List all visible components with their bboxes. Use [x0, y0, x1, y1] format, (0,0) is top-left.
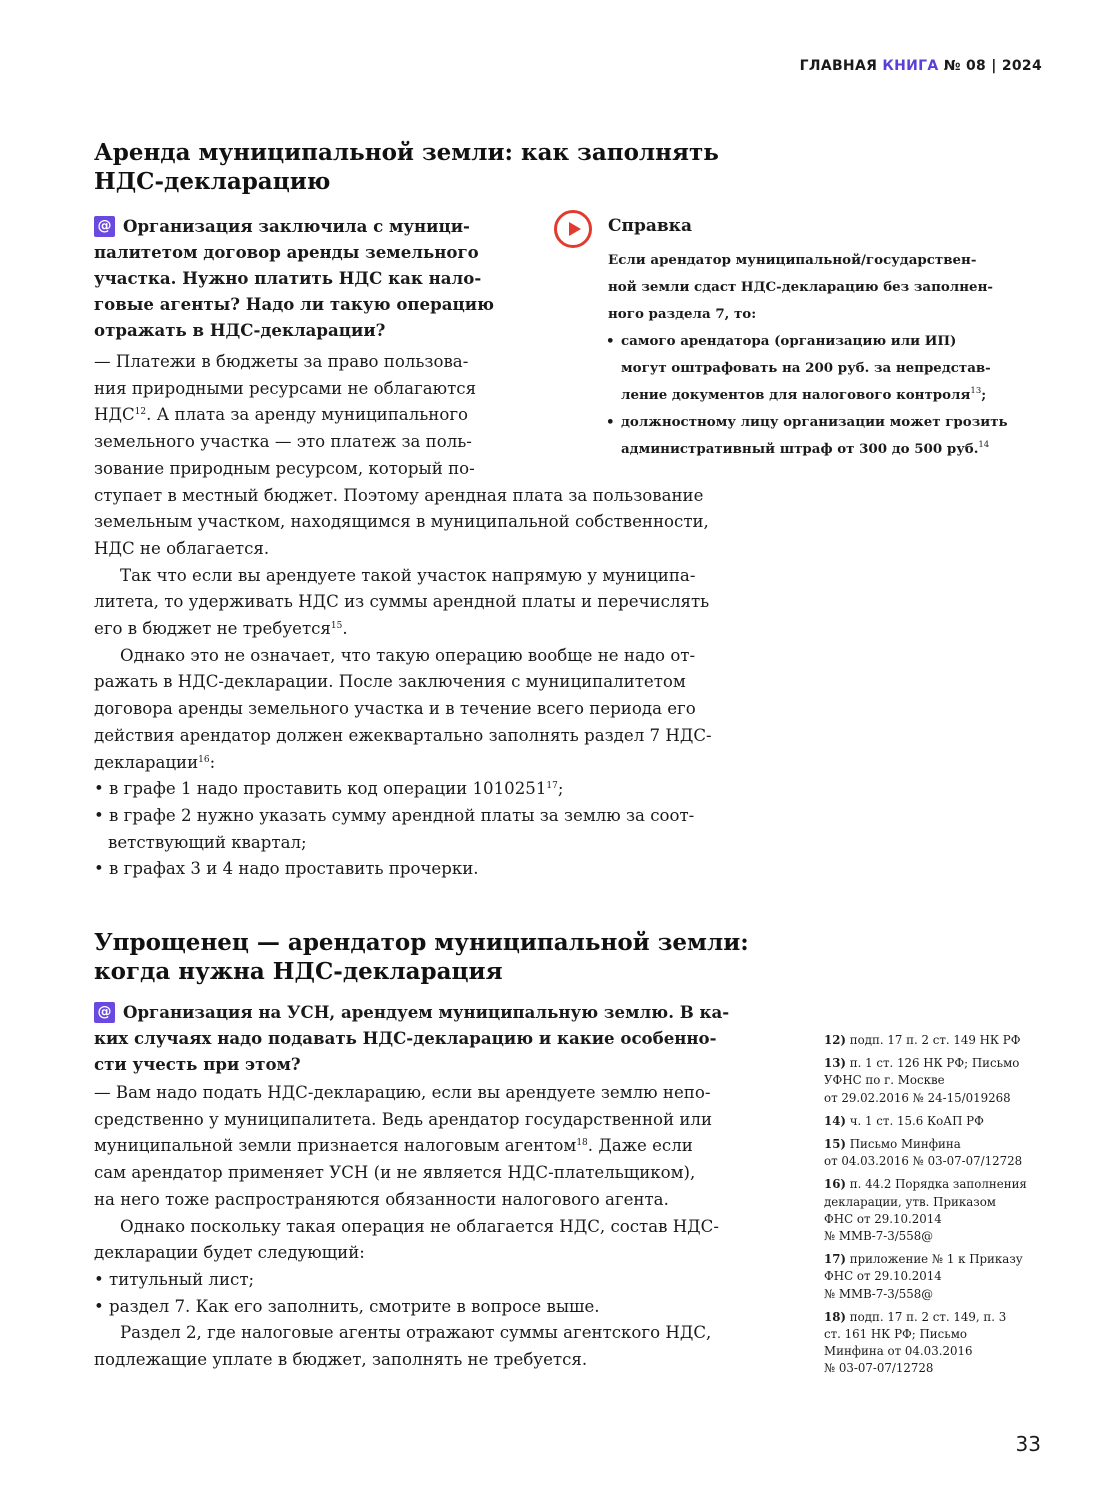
question-block: @ Организация заключила с муници- палитетом договор аренды земельного участка. Нужно платить НДС как нало- говые агенты? Надо ли такую операцию отражать в НДС-декларации? — [94, 216, 495, 340]
list-item: • титульный лист; — [94, 1269, 255, 1289]
info-title: Справка — [608, 216, 692, 236]
at-sign-icon: @ — [94, 216, 115, 237]
answer-body: — Платежи в бюджеты за право пользова- ния природными ресурсами не облагаются НДС$^{12}$. А плата за аренду муниципального земельного участка — это платеж за поль- зование природным ресурсом, который по- ступает в местный бюджет. Поэтому арендная плата за пользование земельным участком, находящимся в муниципальной собственности, НДС не облагается. Так что если вы арендуете такой участок напрямую у муниципа- литета, то удерживать НДС из суммы арендной платы и перечислять его в бюджет не требуется$^{15}$. Однако это не означает, что такую операцию вообще не надо от- ражать в НДС-декларации. После заключения с муниципалитетом договора аренды земельного участка и в течение всего периода его действия арендатор должен ежеквартально заполнять раздел 7 НДС- декларации$^{16}$: • в графе 1 надо проставить код операции 1010251$^{17}$; • в графе 2 нужно указать сумму арендной платы за землю за соот- ветствующий квартал; • в графах 3 и 4 надо проставить прочерки. — [94, 349, 712, 883]
footnote-item: 18) подп. 17 п. 2 ст. 149, п. 3 ст. 161 НК РФ; Письмо Минфина от 04.03.2016 № 03-07-07/12728 — [824, 1309, 1007, 1376]
info-list-item: • самого арендатора (организацию или ИП) — [608, 328, 1008, 355]
masthead-issue: № 08 | 2024 — [938, 58, 1042, 74]
masthead-title: ГЛАВНАЯ — [799, 58, 883, 74]
footnote-item: 16) п. 44.2 Порядка заполнения декларации, утв. Приказом ФНС от 29.10.2014 № ММВ-7-3/558@ — [824, 1177, 1027, 1244]
magazine-masthead — [800, 58, 1042, 74]
footnote-ref: 17 — [546, 781, 558, 792]
list-item: • в графе 2 нужно указать сумму арендной платы за землю за соот- — [94, 805, 695, 825]
footnote-ref: 14 — [978, 440, 990, 450]
answer-body: — Вам надо подать НДС-декларацию, если вы арендуете землю непо- средственно у муниципалитета. Ведь арендатор государственной или муниципальной земли признается налоговым агентом$^{18}$. Даже если сам арендатор применяет УСН (и не является НДС-плательщиком), на него тоже распространяются обязанности налогового агента. Однако поскольку такая операция не облагается НДС, состав НДС- декларации будет следующий: • титульный лист; • раздел 7. Как его заполнить, смотрите в вопросе выше. Раздел 2, где налоговые агенты отражают суммы агентского НДС, подлежащие уплате в бюджет, заполнять не требуется. — [94, 1083, 719, 1370]
footnotes — [824, 1032, 1027, 1384]
footnote-item: 13) п. 1 ст. 126 НК РФ; Письмо УФНС по г. Москве от 29.02.2016 № 24-15/019268 — [824, 1056, 1020, 1105]
list-item: • раздел 7. Как его заполнить, смотрите в вопросе выше. — [94, 1296, 600, 1316]
footnote-ref: 12 — [134, 407, 147, 418]
list-item: • в графах 3 и 4 надо проставить прочерки. — [94, 859, 479, 879]
question-block: @ Организация на УСН, арендуем муниципальную землю. В ка- ких случаях надо подавать НДС-декларацию и какие особенно- сти учесть при этом? — [94, 1002, 730, 1074]
section-title-municipal-land-lease: Аренда муниципальной земли: как заполнять НДС-декларацию — [94, 139, 719, 195]
footnote-item: 17) приложение № 1 к Приказу ФНС от 29.10.2014 № ММВ-7-3/558@ — [824, 1252, 1023, 1301]
footnote-ref: 15 — [330, 621, 343, 632]
info-list-item: • должностному лицу организации может грозить — [608, 409, 1008, 436]
list-item: • в графе 1 надо проставить код операции 1010251$^{17}$; — [94, 779, 564, 799]
page-number: 33 — [1015, 1432, 1041, 1456]
footnote-ref: 13 — [970, 386, 982, 396]
footnote-ref: 16 — [198, 754, 210, 765]
footnote-item: 12) подп. 17 п. 2 ст. 149 НК РФ — [824, 1033, 1021, 1047]
play-circle-icon — [554, 210, 592, 248]
info-text: Если арендатор муниципальной/государствен- ной земли сдаст НДС-декларацию без заполнен- ного раздела 7, то: • самого арендатора (организацию или ИП) могут оштрафовать на 200 руб. за непредстав- ление документов для налогового контроля$^{13}$; • должностному лицу организации может грозить административный штраф от 300 до 500 руб.$^{14}$ — [608, 247, 1008, 463]
masthead-title-accent: КНИГА — [882, 58, 939, 74]
section-title-usn-tenant: Упрощенец — арендатор муниципальной земли: когда нужна НДС-декларация — [94, 929, 749, 985]
footnote-item: 15) Письмо Минфина от 04.03.2016 № 03-07-07/12728 — [824, 1137, 1023, 1169]
footnote-ref: 18 — [576, 1138, 588, 1149]
at-sign-icon: @ — [94, 1002, 115, 1023]
footnote-item: 14) ч. 1 ст. 15.6 КоАП РФ — [824, 1113, 984, 1128]
